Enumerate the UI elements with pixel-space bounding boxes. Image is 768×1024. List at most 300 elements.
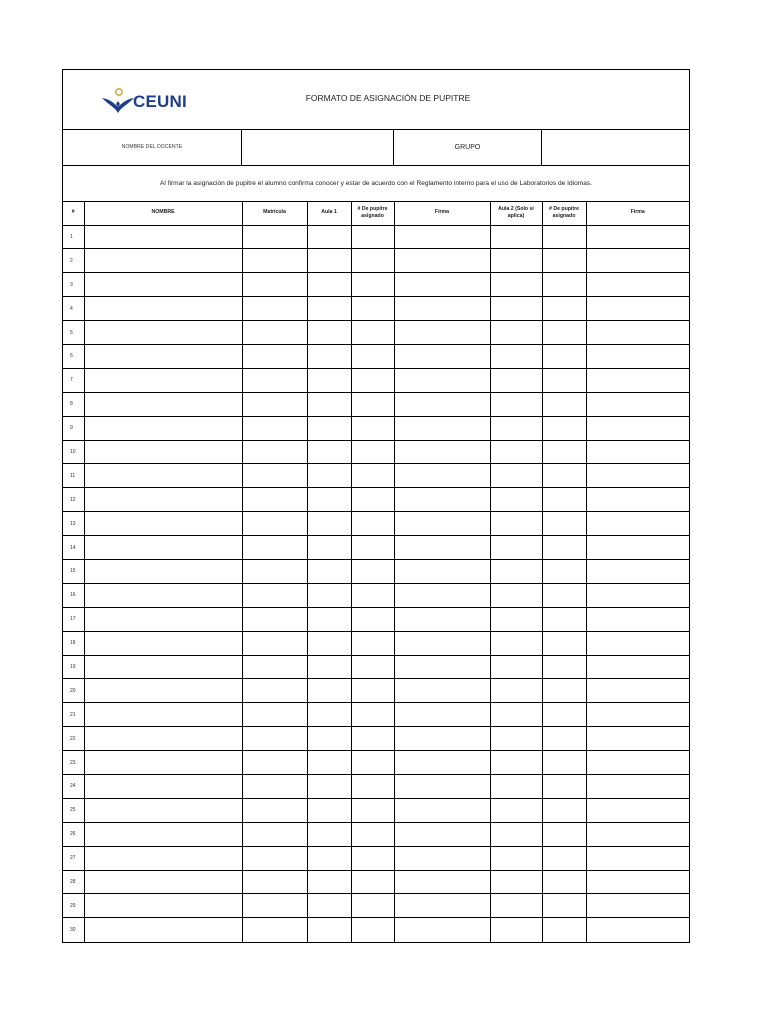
firma-1-cell[interactable]: [394, 440, 490, 464]
aula-1-cell[interactable]: [307, 368, 351, 392]
firma-1-cell[interactable]: [394, 607, 490, 631]
firma-1-cell[interactable]: [394, 488, 490, 512]
pupitre-2-cell[interactable]: [542, 249, 586, 273]
matricula-cell[interactable]: [242, 392, 307, 416]
firma-2-cell[interactable]: [586, 464, 689, 488]
firma-2-cell[interactable]: [586, 512, 689, 536]
info-row: [63, 129, 689, 166]
aula-2-cell[interactable]: [490, 536, 542, 560]
table-row: [63, 225, 689, 249]
matricula-cell[interactable]: [242, 774, 307, 798]
matricula-cell[interactable]: [242, 273, 307, 297]
pupitre-2-cell[interactable]: [542, 727, 586, 751]
row-number: 17: [63, 607, 84, 631]
pupitre-1-cell[interactable]: [351, 488, 394, 512]
aula-1-cell[interactable]: [307, 846, 351, 870]
firma-1-cell[interactable]: [394, 727, 490, 751]
pupitre-2-cell[interactable]: [542, 464, 586, 488]
aula-1-cell[interactable]: [307, 536, 351, 560]
pupitre-1-cell[interactable]: [351, 727, 394, 751]
group-field[interactable]: [542, 129, 689, 165]
matricula-cell[interactable]: [242, 321, 307, 345]
name-cell[interactable]: [84, 655, 242, 679]
firma-1-cell[interactable]: [394, 583, 490, 607]
matricula-cell[interactable]: [242, 536, 307, 560]
firma-2-cell[interactable]: [586, 870, 689, 894]
matricula-cell[interactable]: [242, 870, 307, 894]
pupitre-2-cell[interactable]: [542, 751, 586, 775]
aula-1-cell[interactable]: [307, 512, 351, 536]
aula-2-cell[interactable]: [490, 703, 542, 727]
firma-2-cell[interactable]: [586, 583, 689, 607]
aula-1-cell[interactable]: [307, 297, 351, 321]
aula-1-cell[interactable]: [307, 440, 351, 464]
firma-2-cell[interactable]: [586, 918, 689, 942]
firma-2-cell[interactable]: [586, 440, 689, 464]
name-cell[interactable]: [84, 559, 242, 583]
col-header-firma-1: Firma: [394, 201, 490, 225]
firma-1-cell[interactable]: [394, 344, 490, 368]
matricula-cell[interactable]: [242, 822, 307, 846]
pupitre-1-cell[interactable]: [351, 344, 394, 368]
aula-2-cell[interactable]: [490, 846, 542, 870]
firma-2-cell[interactable]: [586, 273, 689, 297]
aula-2-cell[interactable]: [490, 798, 542, 822]
matricula-cell[interactable]: [242, 344, 307, 368]
row-number: 8: [63, 392, 84, 416]
matricula-cell[interactable]: [242, 559, 307, 583]
col-header-pupitre-1: # De pupitre asignado: [351, 201, 394, 225]
matricula-cell[interactable]: [242, 679, 307, 703]
name-cell[interactable]: [84, 225, 242, 249]
table-row: [63, 512, 689, 536]
teacher-label: NOMBRE DEL DOCENTE: [121, 144, 183, 150]
name-cell[interactable]: [84, 344, 242, 368]
aula-2-cell[interactable]: [490, 464, 542, 488]
firma-1-cell[interactable]: [394, 512, 490, 536]
pupitre-1-cell[interactable]: [351, 583, 394, 607]
aula-2-cell[interactable]: [490, 512, 542, 536]
aula-1-cell[interactable]: [307, 894, 351, 918]
table-row: [63, 846, 689, 870]
name-cell[interactable]: [84, 751, 242, 775]
firma-1-cell[interactable]: [394, 679, 490, 703]
aula-1-cell[interactable]: [307, 727, 351, 751]
pupitre-2-cell[interactable]: [542, 679, 586, 703]
firma-2-cell[interactable]: [586, 536, 689, 560]
aula-1-cell[interactable]: [307, 225, 351, 249]
firma-1-cell[interactable]: [394, 368, 490, 392]
firma-2-cell[interactable]: [586, 822, 689, 846]
aula-2-cell[interactable]: [490, 583, 542, 607]
row-number: 2: [63, 249, 84, 273]
name-cell[interactable]: [84, 774, 242, 798]
matricula-cell[interactable]: [242, 607, 307, 631]
col-header-name: NOMBRE: [84, 201, 242, 225]
table-row: [63, 703, 689, 727]
matricula-cell[interactable]: [242, 225, 307, 249]
aula-2-cell[interactable]: [490, 392, 542, 416]
pupitre-1-cell[interactable]: [351, 368, 394, 392]
pupitre-1-cell[interactable]: [351, 249, 394, 273]
pupitre-2-cell[interactable]: [542, 559, 586, 583]
table-row: [63, 798, 689, 822]
matricula-cell[interactable]: [242, 655, 307, 679]
pupitre-1-cell[interactable]: [351, 655, 394, 679]
aula-2-cell[interactable]: [490, 368, 542, 392]
aula-1-cell[interactable]: [307, 703, 351, 727]
firma-1-cell[interactable]: [394, 918, 490, 942]
name-cell[interactable]: [84, 512, 242, 536]
table-row: [63, 488, 689, 512]
name-cell[interactable]: [84, 321, 242, 345]
aula-1-cell[interactable]: [307, 559, 351, 583]
aula-1-cell[interactable]: [307, 679, 351, 703]
matricula-cell[interactable]: [242, 798, 307, 822]
name-cell[interactable]: [84, 297, 242, 321]
aula-2-cell[interactable]: [490, 870, 542, 894]
pupitre-1-cell[interactable]: [351, 321, 394, 345]
pupitre-1-cell[interactable]: [351, 918, 394, 942]
name-cell[interactable]: [84, 368, 242, 392]
pupitre-1-cell[interactable]: [351, 559, 394, 583]
firma-1-cell[interactable]: [394, 536, 490, 560]
matricula-cell[interactable]: [242, 488, 307, 512]
aula-1-cell[interactable]: [307, 607, 351, 631]
pupitre-1-cell[interactable]: [351, 798, 394, 822]
pupitre-2-cell[interactable]: [542, 225, 586, 249]
table-row: [63, 631, 689, 655]
firma-1-cell[interactable]: [394, 703, 490, 727]
firma-2-cell[interactable]: [586, 488, 689, 512]
eagle-icon: [101, 87, 135, 115]
aula-1-cell[interactable]: [307, 273, 351, 297]
pupitre-2-cell[interactable]: [542, 607, 586, 631]
row-number: 26: [63, 822, 84, 846]
pupitre-2-cell[interactable]: [542, 655, 586, 679]
pupitre-1-cell[interactable]: [351, 392, 394, 416]
table-row: [63, 297, 689, 321]
pupitre-1-cell[interactable]: [351, 512, 394, 536]
name-cell[interactable]: [84, 846, 242, 870]
pupitre-1-cell[interactable]: [351, 440, 394, 464]
name-cell[interactable]: [84, 392, 242, 416]
aula-2-cell[interactable]: [490, 249, 542, 273]
matricula-cell[interactable]: [242, 727, 307, 751]
firma-1-cell[interactable]: [394, 798, 490, 822]
firma-2-cell[interactable]: [586, 774, 689, 798]
aula-1-cell[interactable]: [307, 774, 351, 798]
table-row: [63, 583, 689, 607]
pupitre-2-cell[interactable]: [542, 368, 586, 392]
firma-2-cell[interactable]: [586, 344, 689, 368]
table-row: [63, 655, 689, 679]
firma-1-cell[interactable]: [394, 822, 490, 846]
row-number: 10: [63, 440, 84, 464]
pupitre-2-cell[interactable]: [542, 344, 586, 368]
firma-1-cell[interactable]: [394, 273, 490, 297]
table-row: [63, 416, 689, 440]
pupitre-1-cell[interactable]: [351, 464, 394, 488]
firma-2-cell[interactable]: [586, 631, 689, 655]
name-cell[interactable]: [84, 607, 242, 631]
row-number: 21: [63, 703, 84, 727]
table-row: [63, 774, 689, 798]
name-cell[interactable]: [84, 631, 242, 655]
pupitre-2-cell[interactable]: [542, 416, 586, 440]
aula-2-cell[interactable]: [490, 894, 542, 918]
pupitre-1-cell[interactable]: [351, 822, 394, 846]
firma-1-cell[interactable]: [394, 559, 490, 583]
aula-2-cell[interactable]: [490, 655, 542, 679]
firma-2-cell[interactable]: [586, 225, 689, 249]
row-number: 4: [63, 297, 84, 321]
firma-2-cell[interactable]: [586, 249, 689, 273]
name-cell[interactable]: [84, 918, 242, 942]
aula-1-cell[interactable]: [307, 344, 351, 368]
row-number: 30: [63, 918, 84, 942]
row-number: 28: [63, 870, 84, 894]
name-cell[interactable]: [84, 679, 242, 703]
firma-1-cell[interactable]: [394, 751, 490, 775]
pupitre-2-cell[interactable]: [542, 321, 586, 345]
pupitre-1-cell[interactable]: [351, 846, 394, 870]
firma-2-cell[interactable]: [586, 894, 689, 918]
col-header-pupitre-2: # De pupitre asignado: [542, 201, 586, 225]
firma-1-cell[interactable]: [394, 225, 490, 249]
pupitre-1-cell[interactable]: [351, 225, 394, 249]
pupitre-2-cell[interactable]: [542, 631, 586, 655]
firma-1-cell[interactable]: [394, 846, 490, 870]
aula-2-cell[interactable]: [490, 822, 542, 846]
table-row: [63, 751, 689, 775]
aula-1-cell[interactable]: [307, 655, 351, 679]
aula-1-cell[interactable]: [307, 583, 351, 607]
name-cell[interactable]: [84, 440, 242, 464]
row-number: 27: [63, 846, 84, 870]
firma-2-cell[interactable]: [586, 846, 689, 870]
pupitre-1-cell[interactable]: [351, 536, 394, 560]
table-row: [63, 870, 689, 894]
firma-1-cell[interactable]: [394, 464, 490, 488]
aula-2-cell[interactable]: [490, 774, 542, 798]
name-cell[interactable]: [84, 464, 242, 488]
firma-1-cell[interactable]: [394, 416, 490, 440]
aula-2-cell[interactable]: [490, 631, 542, 655]
aula-2-cell[interactable]: [490, 225, 542, 249]
table-row: [63, 464, 689, 488]
aula-2-cell[interactable]: [490, 751, 542, 775]
firma-2-cell[interactable]: [586, 798, 689, 822]
matricula-cell[interactable]: [242, 918, 307, 942]
firma-2-cell[interactable]: [586, 416, 689, 440]
aula-1-cell[interactable]: [307, 321, 351, 345]
table-row: [63, 822, 689, 846]
aula-2-cell[interactable]: [490, 344, 542, 368]
name-cell[interactable]: [84, 488, 242, 512]
table-row: [63, 727, 689, 751]
pupitre-2-cell[interactable]: [542, 846, 586, 870]
col-header-aula-2: Aula 2 (Solo si aplica): [490, 201, 542, 225]
aula-2-cell[interactable]: [490, 727, 542, 751]
row-number: 5: [63, 321, 84, 345]
row-number: 29: [63, 894, 84, 918]
firma-1-cell[interactable]: [394, 774, 490, 798]
teacher-name-field[interactable]: [242, 129, 394, 165]
pupitre-1-cell[interactable]: [351, 273, 394, 297]
firma-2-cell[interactable]: [586, 607, 689, 631]
firma-1-cell[interactable]: [394, 894, 490, 918]
row-number: 18: [63, 631, 84, 655]
firma-1-cell[interactable]: [394, 631, 490, 655]
aula-2-cell[interactable]: [490, 297, 542, 321]
aula-2-cell[interactable]: [490, 559, 542, 583]
aula-2-cell[interactable]: [490, 488, 542, 512]
group-label: GRUPO: [454, 143, 481, 151]
pupitre-1-cell[interactable]: [351, 416, 394, 440]
pupitre-2-cell[interactable]: [542, 774, 586, 798]
table-row: [63, 273, 689, 297]
pupitre-1-cell[interactable]: [351, 703, 394, 727]
pupitre-2-cell[interactable]: [542, 583, 586, 607]
matricula-cell[interactable]: [242, 631, 307, 655]
name-cell[interactable]: [84, 703, 242, 727]
matricula-cell[interactable]: [242, 703, 307, 727]
aula-1-cell[interactable]: [307, 822, 351, 846]
name-cell[interactable]: [84, 536, 242, 560]
aula-1-cell[interactable]: [307, 918, 351, 942]
matricula-cell[interactable]: [242, 464, 307, 488]
pupitre-1-cell[interactable]: [351, 631, 394, 655]
matricula-cell[interactable]: [242, 583, 307, 607]
matricula-cell[interactable]: [242, 440, 307, 464]
name-cell[interactable]: [84, 727, 242, 751]
pupitre-2-cell[interactable]: [542, 894, 586, 918]
pupitre-2-cell[interactable]: [542, 392, 586, 416]
col-header-matricula: Matrícula: [242, 201, 307, 225]
pupitre-2-cell[interactable]: [542, 273, 586, 297]
pupitre-2-cell[interactable]: [542, 798, 586, 822]
name-cell[interactable]: [84, 273, 242, 297]
matricula-cell[interactable]: [242, 512, 307, 536]
pupitre-2-cell[interactable]: [542, 297, 586, 321]
aula-2-cell[interactable]: [490, 918, 542, 942]
aula-2-cell[interactable]: [490, 321, 542, 345]
name-cell[interactable]: [84, 583, 242, 607]
matricula-cell[interactable]: [242, 368, 307, 392]
pupitre-1-cell[interactable]: [351, 679, 394, 703]
name-cell[interactable]: [84, 798, 242, 822]
col-header-firma-2: Firma: [586, 201, 689, 225]
firma-2-cell[interactable]: [586, 368, 689, 392]
pupitre-2-cell[interactable]: [542, 703, 586, 727]
table-row: [63, 536, 689, 560]
firma-2-cell[interactable]: [586, 321, 689, 345]
matricula-cell[interactable]: [242, 249, 307, 273]
firma-1-cell[interactable]: [394, 870, 490, 894]
firma-1-cell[interactable]: [394, 655, 490, 679]
name-cell[interactable]: [84, 894, 242, 918]
form-title: FORMATO DE ASIGNACIÓN DE PUPITRE: [305, 93, 471, 103]
pupitre-2-cell[interactable]: [542, 918, 586, 942]
aula-2-cell[interactable]: [490, 416, 542, 440]
firma-2-cell[interactable]: [586, 751, 689, 775]
table-row: [63, 249, 689, 273]
aula-2-cell[interactable]: [490, 679, 542, 703]
pupitre-2-cell[interactable]: [542, 440, 586, 464]
firma-2-cell[interactable]: [586, 679, 689, 703]
matricula-cell[interactable]: [242, 894, 307, 918]
pupitre-2-cell[interactable]: [542, 870, 586, 894]
table-row: [63, 559, 689, 583]
pupitre-1-cell[interactable]: [351, 774, 394, 798]
firma-1-cell[interactable]: [394, 321, 490, 345]
pupitre-1-cell[interactable]: [351, 607, 394, 631]
table-row: [63, 344, 689, 368]
firma-1-cell[interactable]: [394, 249, 490, 273]
row-number: 3: [63, 273, 84, 297]
pupitre-2-cell[interactable]: [542, 512, 586, 536]
firma-2-cell[interactable]: [586, 703, 689, 727]
aula-2-cell[interactable]: [490, 607, 542, 631]
firma-2-cell[interactable]: [586, 559, 689, 583]
aula-1-cell[interactable]: [307, 631, 351, 655]
firma-2-cell[interactable]: [586, 655, 689, 679]
pupitre-1-cell[interactable]: [351, 751, 394, 775]
notice-text: Al firmar la asignación de pupitre el alumno confirma conocer y estar de acuerdo con el Reglamento interno para el uso de Laboratorios de Idiomas.: [63, 165, 689, 202]
firma-1-cell[interactable]: [394, 297, 490, 321]
pupitre-2-cell[interactable]: [542, 536, 586, 560]
aula-1-cell[interactable]: [307, 798, 351, 822]
aula-1-cell[interactable]: [307, 870, 351, 894]
table-row: [63, 918, 689, 942]
table-row: [63, 392, 689, 416]
firma-2-cell[interactable]: [586, 392, 689, 416]
ceuni-logo: [101, 87, 191, 115]
row-number: 20: [63, 679, 84, 703]
matricula-cell[interactable]: [242, 416, 307, 440]
pupitre-1-cell[interactable]: [351, 894, 394, 918]
aula-2-cell[interactable]: [490, 440, 542, 464]
col-header-number: #: [63, 201, 84, 225]
pupitre-1-cell[interactable]: [351, 870, 394, 894]
row-number: 1: [63, 225, 84, 249]
aula-1-cell[interactable]: [307, 416, 351, 440]
aula-1-cell[interactable]: [307, 751, 351, 775]
name-cell[interactable]: [84, 416, 242, 440]
aula-2-cell[interactable]: [490, 273, 542, 297]
matricula-cell[interactable]: [242, 846, 307, 870]
pupitre-2-cell[interactable]: [542, 822, 586, 846]
firma-1-cell[interactable]: [394, 392, 490, 416]
name-cell[interactable]: [84, 249, 242, 273]
name-cell[interactable]: [84, 870, 242, 894]
firma-2-cell[interactable]: [586, 727, 689, 751]
pupitre-1-cell[interactable]: [351, 297, 394, 321]
matricula-cell[interactable]: [242, 751, 307, 775]
aula-1-cell[interactable]: [307, 488, 351, 512]
aula-1-cell[interactable]: [307, 249, 351, 273]
pupitre-2-cell[interactable]: [542, 488, 586, 512]
firma-2-cell[interactable]: [586, 297, 689, 321]
aula-1-cell[interactable]: [307, 464, 351, 488]
row-number: 19: [63, 655, 84, 679]
matricula-cell[interactable]: [242, 297, 307, 321]
name-cell[interactable]: [84, 822, 242, 846]
aula-1-cell[interactable]: [307, 392, 351, 416]
table-row: [63, 894, 689, 918]
table-body: [63, 225, 689, 942]
